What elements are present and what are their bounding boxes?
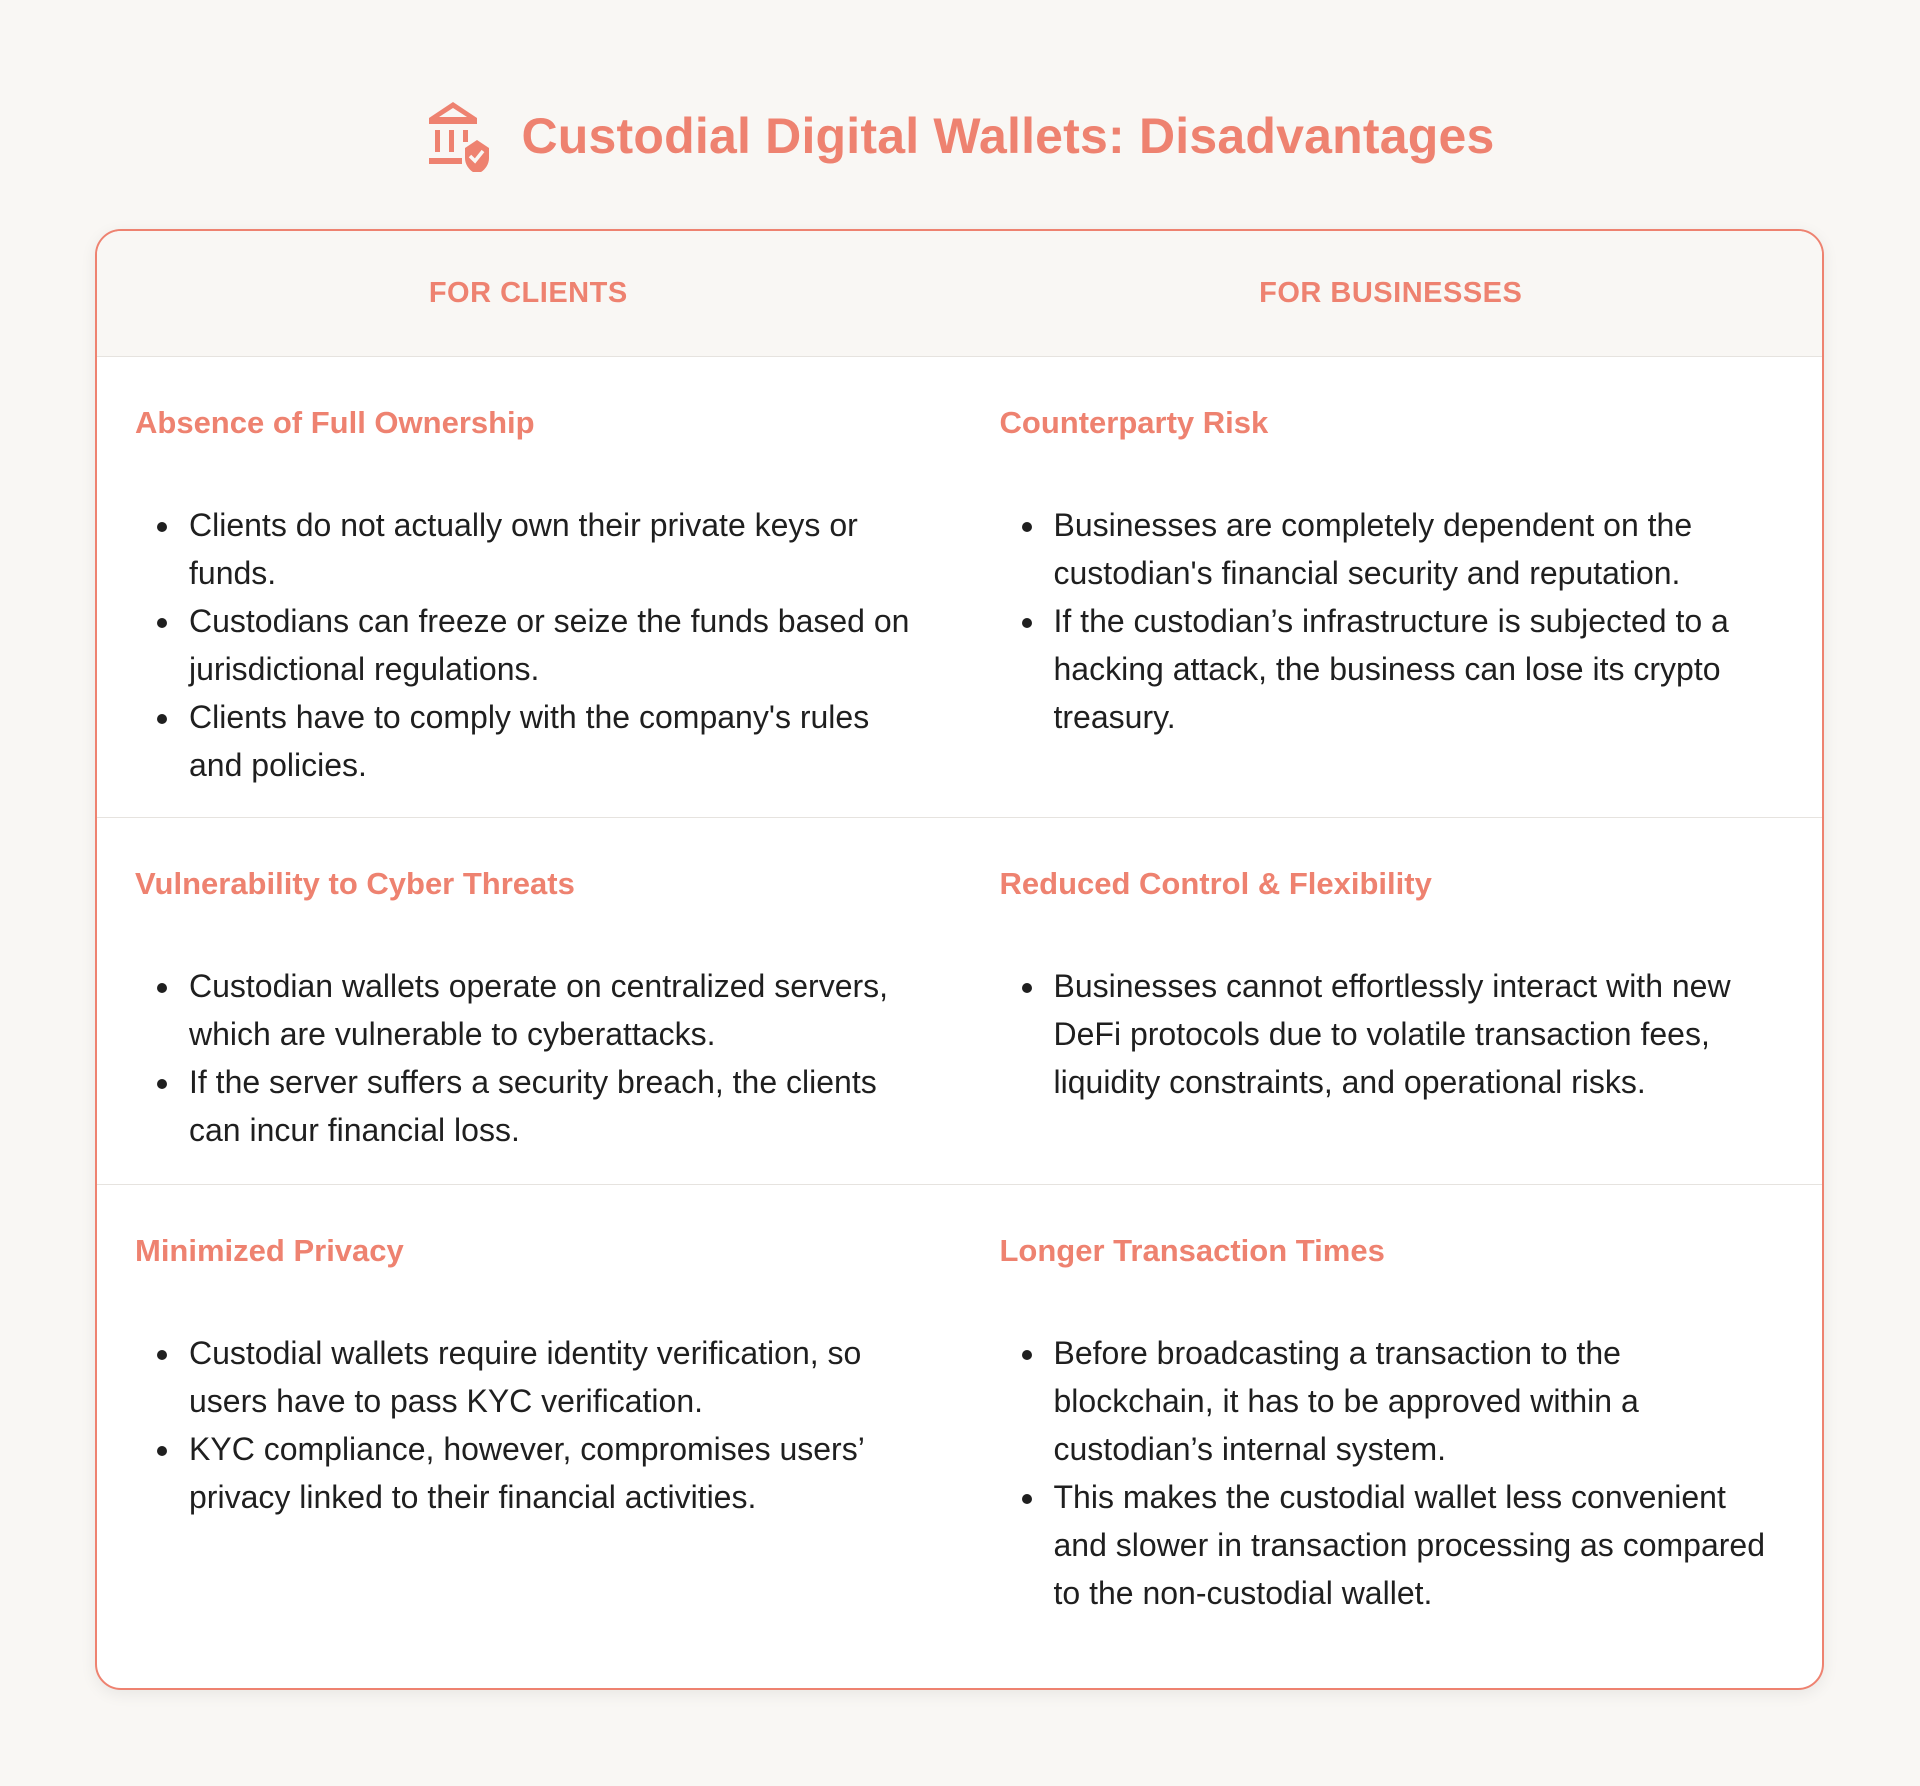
clients-cell bbox=[97, 1185, 960, 1690]
businesses-cell bbox=[960, 1185, 1823, 1690]
section-title: Counterparty Risk bbox=[999, 405, 1269, 440]
bullet-list bbox=[1000, 962, 1787, 1106]
table-header bbox=[97, 231, 1822, 357]
list-item: • This makes the custodial wallet less convenient and slower in transaction processing as compared to the non-custodial wallet. bbox=[1048, 1473, 1787, 1617]
bullet-list bbox=[1000, 501, 1787, 741]
list-item: • Businesses are completely dependent on the custodian's financial security and reputation. bbox=[1048, 501, 1787, 597]
list-item: • If the server suffers a security breach, the clients can incur financial loss. bbox=[183, 1058, 922, 1154]
businesses-cell bbox=[960, 818, 1823, 1184]
bullet-list bbox=[135, 962, 922, 1154]
bullet-list bbox=[135, 1329, 922, 1521]
column-header-clients: FOR CLIENTS bbox=[428, 277, 628, 309]
bullet-list bbox=[135, 501, 922, 789]
column-header-businesses: FOR BUSINESSES bbox=[1259, 277, 1523, 309]
list-item: • Custodians can freeze or seize the funds based on jurisdictional regulations. bbox=[183, 597, 922, 693]
section-title: Longer Transaction Times bbox=[999, 1233, 1385, 1268]
clients-cell bbox=[97, 818, 960, 1184]
list-item: • Custodial wallets require identity verification, so users have to pass KYC verification. bbox=[183, 1329, 922, 1425]
businesses-cell bbox=[960, 357, 1823, 817]
list-item: • Custodian wallets operate on centralized servers, which are vulnerable to cyberattacks. bbox=[183, 962, 922, 1058]
list-item: • Businesses cannot effortlessly interact with new DeFi protocols due to volatile transaction fees, liquidity constraints, and operational risks. bbox=[1048, 962, 1787, 1106]
page-header bbox=[0, 100, 1920, 172]
bullet-list bbox=[1000, 1329, 1787, 1617]
list-item: • Clients have to comply with the company's rules and policies. bbox=[183, 693, 922, 789]
table-row bbox=[97, 1185, 1822, 1690]
list-item: • KYC compliance, however, compromises users’ privacy linked to their financial activities. bbox=[183, 1425, 922, 1521]
table-row bbox=[97, 357, 1822, 818]
clients-cell bbox=[97, 357, 960, 817]
bank-shield-check-icon bbox=[425, 100, 497, 172]
page-title: Custodial Digital Wallets: Disadvantages bbox=[521, 108, 1495, 164]
section-title: Vulnerability to Cyber Threats bbox=[135, 866, 575, 901]
list-item: • Clients do not actually own their private keys or funds. bbox=[183, 501, 922, 597]
list-item: • If the custodian’s infrastructure is subjected to a hacking attack, the business can lose its crypto treasury. bbox=[1048, 597, 1787, 741]
disadvantages-table bbox=[95, 229, 1824, 1690]
list-item: • Before broadcasting a transaction to the blockchain, it has to be approved within a custodian’s internal system. bbox=[1048, 1329, 1787, 1473]
section-title: Absence of Full Ownership bbox=[135, 405, 535, 440]
section-title: Reduced Control & Flexibility bbox=[999, 866, 1432, 901]
table-row bbox=[97, 818, 1822, 1185]
section-title: Minimized Privacy bbox=[135, 1233, 404, 1268]
